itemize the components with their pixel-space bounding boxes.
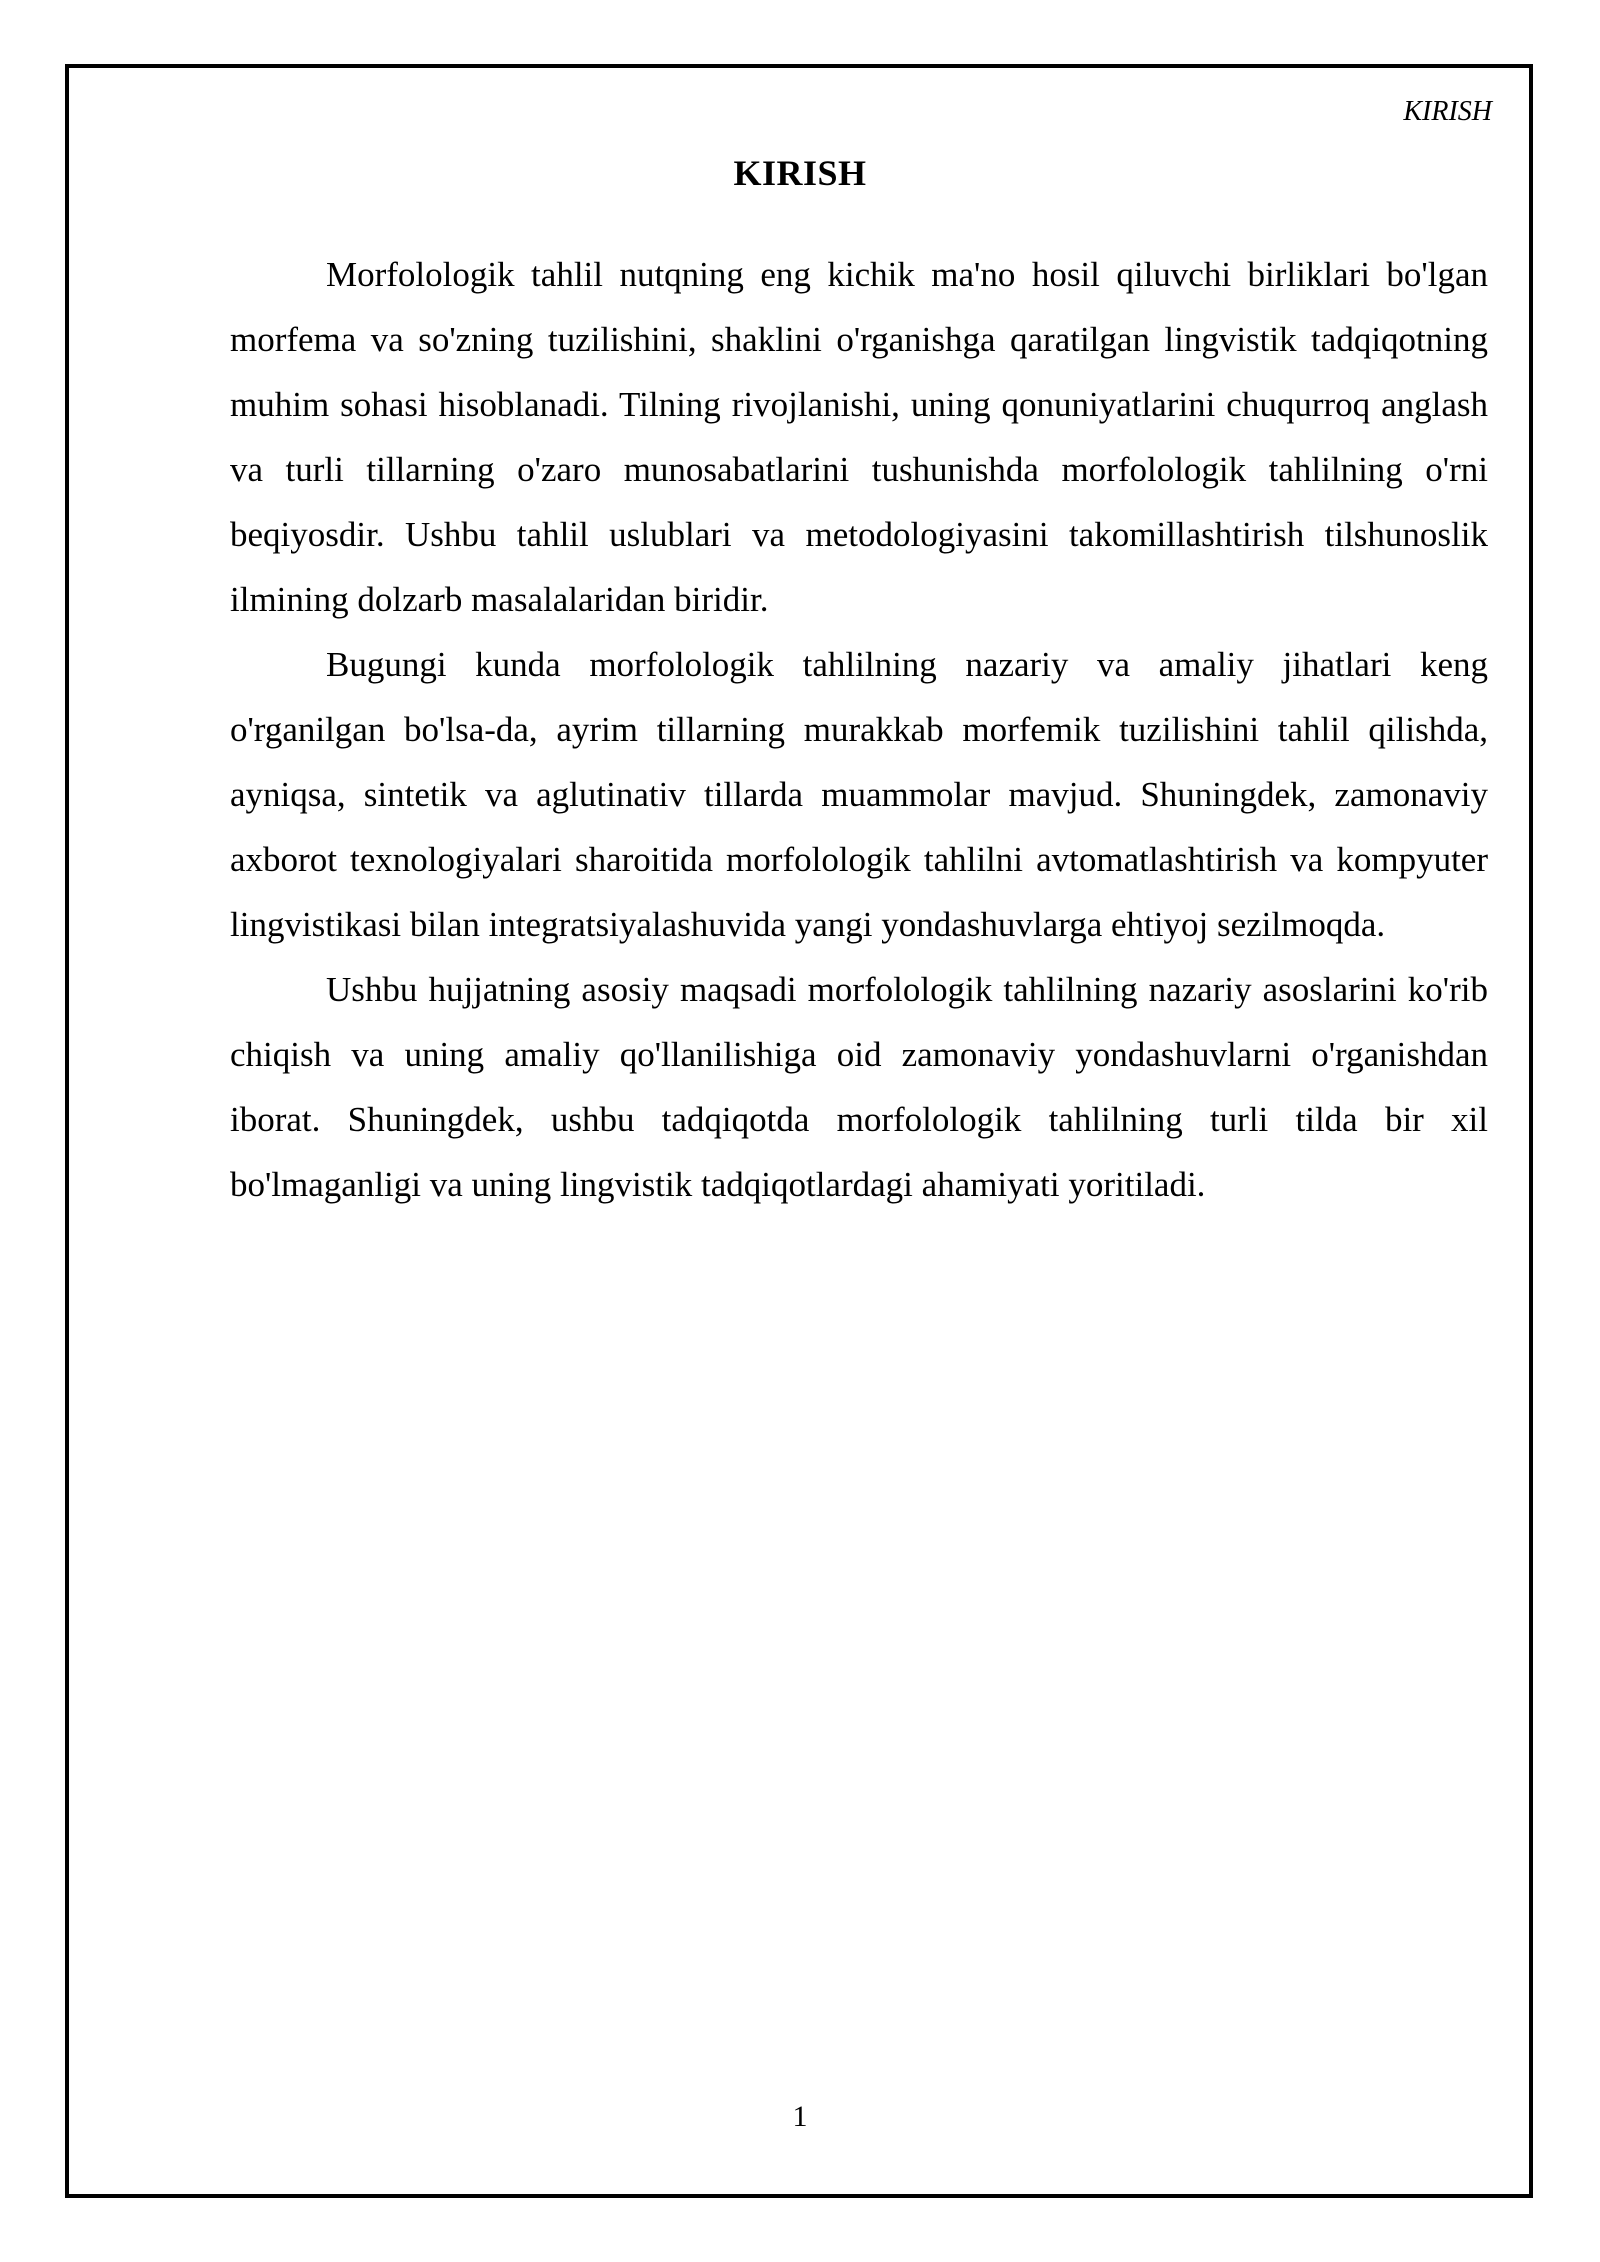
paragraph-1: Morfolologik tahlil nutqning eng kichik ma'no hosil qiluvchi birliklari bo'lgan morfema va so'zning tuzilishini, shaklini o'rganishga qaratilgan lingvistik tadqiqotning muhim sohasi hisoblanadi. Tilning rivojlanishi, uning qonuniyatlarini chuqurroq anglash va turli tillarning o'zaro munosabatlarini tushunishda morfolologik tahlilning o'rni beqiyosdir. Ushbu tahlil uslublari va metodologiyasini takomillashtirish tilshunoslik ilmining dolzarb masalalaridan biridir.: [230, 255, 1488, 619]
page-number: 1: [792, 2100, 808, 2133]
document-title: KIRISH: [733, 153, 867, 193]
paragraph-3: Ushbu hujjatning asosiy maqsadi morfolologik tahlilning nazariy asoslarini ko'rib chiqish va uning amaliy qo'llanilishiga oid zamonaviy yondashuvlarni o'rganishdan iborat. Shuningdek, ushbu tadqiqotda morfolologik tahlilning turli tilda bir xil bo'lmaganligi va uning lingvistik tadqiqotlardagi ahamiyati yoritiladi.: [230, 970, 1488, 1204]
document-body: [230, 242, 1488, 1217]
paragraph-2: Bugungi kunda morfolologik tahlilning nazariy va amaliy jihatlari keng o'rganilgan bo'lsa-da, ayrim tillarning murakkab morfemik tuzilishini tahlil qilishda, ayniqsa, sintetik va aglutinativ tillarda muammolar mavjud. Shuningdek, zamonaviy axborot texnologiyalari sharoitida morfolologik tahlilni avtomatlashtirish va kompyuter lingvistikasi bilan integratsiyalashuvida yangi yondashuvlarga ehtiyoj sezilmoqda.: [230, 645, 1488, 944]
running-header: KIRISH: [1403, 96, 1492, 127]
